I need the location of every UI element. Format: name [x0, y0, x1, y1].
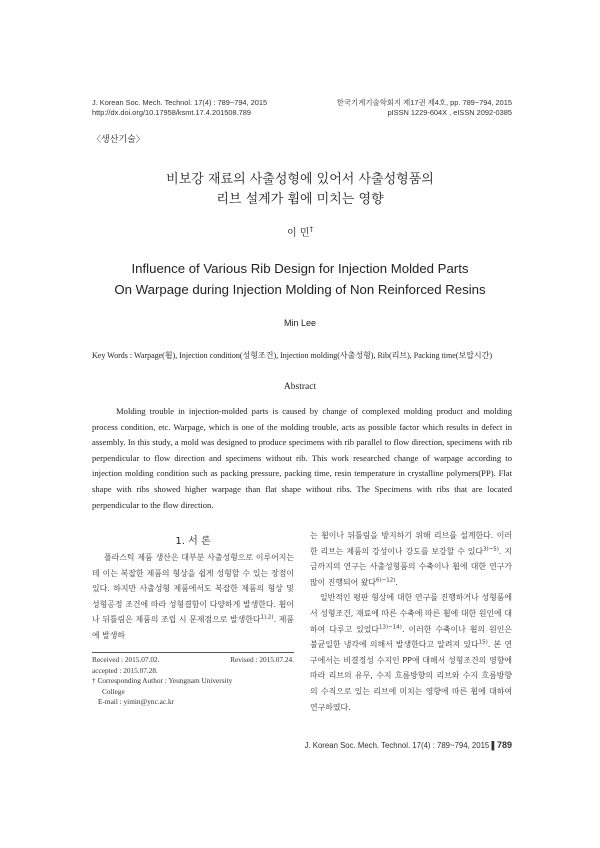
title-kr-line2: 리브 설계가 휨에 미치는 영향: [216, 192, 384, 207]
author-kr: [0, 224, 600, 239]
author-kr-name: 이 민: [287, 228, 310, 239]
footer-citation: J. Korean Soc. Mech. Technol. 17(4) : 789~794, 2015: [304, 741, 490, 750]
intro-right-text: 는 휨이나 뒤틀림을 방지하기 위해 리브를 설계한다. 이러한 리브는 제품의 강성이나 강도를 보강할 수 있다: [310, 531, 512, 556]
footnote-divider: [92, 652, 294, 653]
intro-left-text: 플라스틱 제품 생산은 대부분 사출성형으로 이루어지는데 이는 복잡한 제품의 형상을 쉽게 성형할 수 있는 장점이 있다. 하지만 사출성형 제품에서도 복잡한 제품의 형상 및 성형공정 조건에 따라 성형결함이 다양하게 발생한다. 휨이나 뒤틀림은 제품의 조립 시 문제점으로 발생한다: [92, 553, 294, 625]
reference-mark: 13)~14): [379, 623, 402, 630]
affiliation: College: [102, 686, 125, 696]
keywords: Key Words : Warpage(휨), Injection condition(성형조건), Injection molding(사출성형), Rib(리브), Packing time(보압시간): [92, 351, 493, 360]
intro-right-text: 일반적인 평판 형상에 대한 연구를 진행하거나 성형품에서 성형조건, 재료에 따른 수축에 따른 휨에 대한 원인에 대하여 다루고 있었다: [310, 593, 512, 634]
page-footer: [305, 740, 512, 750]
journal-citation-kr: [337, 98, 512, 118]
corresponding-author: † Corresponding Author : Yeungnam University: [92, 676, 233, 686]
intro-left-column: [92, 550, 294, 644]
footnotes: [92, 655, 294, 708]
intro-paragraph: [310, 590, 512, 715]
doi-line[interactable]: http://dx.doi.org/10.17958/ksmt.17.4.201508.789: [92, 108, 252, 117]
page-number: 789: [496, 740, 512, 750]
paper-title-kr: [0, 170, 600, 210]
section-heading-introduction: 1. 서 론: [175, 536, 211, 547]
footer-separator: ▌: [491, 741, 497, 750]
citation-line: J. Korean Soc. Mech. Technol. 17(4) : 789~794, 2015: [92, 98, 268, 107]
email[interactable]: E-mail : yimin@ync.ac.kr: [98, 697, 175, 707]
intro-right-text: .: [395, 577, 398, 587]
title-en-line1: Influence of Various Rib Design for Injection Molded Parts: [131, 261, 469, 276]
section-tag: 〈생산기술〉: [92, 135, 145, 145]
citation-kr-line: 한국기계기술학회지 제17권 제4호, pp. 789~794, 2015: [336, 98, 512, 107]
intro-right-text: . 본 연구에서는 비결정성 수지인 PP에 대해서 성형조건의 영향에 따라 리브의 유무, 수지 흐름방향의 리브와 수지 흐름방향의 수직으로 있는 리브에 미치는 영향에 따른 휨에 대하여 연구하였다.: [310, 640, 512, 712]
intro-right-text: . 이러한 수축이나 휨의 원인은 불균일한 냉각에 의해서 발생한다고 알려져 있다: [310, 624, 512, 650]
reference-mark: 3)~5): [483, 545, 499, 552]
title-en-line2: On Warpage during Injection Molding of Non Reinforced Resins: [114, 282, 486, 297]
paper-title-en: [0, 258, 600, 300]
reference-mark: 1),2): [260, 614, 274, 621]
received-date: Received : 2015.07.02.: [92, 655, 160, 664]
abstract-heading: Abstract: [283, 382, 317, 392]
author-en: Min Lee: [283, 318, 317, 328]
corresponding-mark: †: [309, 225, 313, 234]
revised-date: Revised : 2015.07.24.: [230, 655, 294, 664]
reference-mark: 6)~12): [376, 577, 396, 584]
journal-citation: [92, 98, 267, 118]
intro-paragraph: [310, 528, 512, 590]
intro-right-text: . 지금까지의 연구는 사출성형품의 수축이나 휨에 대한 연구가 많이 진행되어 왔다: [310, 546, 512, 587]
intro-right-column: [310, 528, 512, 715]
abstract-text: Molding trouble in injection-molded parts is caused by change of complexed molding product and molding process condition, etc. Warpage, which is one of the molding trouble, acts as possible factor which results in defect in assembly. In this study, a mold was designed to produce specimens with rib parallel to flow direction, specimens with rib perpendicular to flow direction and specimens without rib. This work researched change of warpage according to injection molding condition such as packing pressure, packing time, resin temperature in crystalline polymers(PP). Flat shape with ribs showed higher warpage than flat shape without ribs. The Specimens with ribs that are located perpendicular to the flow direction.: [92, 406, 512, 510]
reference-mark: 15): [478, 639, 488, 646]
accepted-date: accepted : 2015.07.28.: [92, 665, 158, 675]
title-kr-line1: 비보강 재료의 사출성형에 있어서 사출성형품의: [166, 172, 434, 187]
dates-row: [92, 655, 294, 666]
issn-line: pISSN 1229-604X , eISSN 2092-0385: [387, 108, 512, 117]
intro-left-tail: . 제품에 발생하: [92, 615, 294, 640]
